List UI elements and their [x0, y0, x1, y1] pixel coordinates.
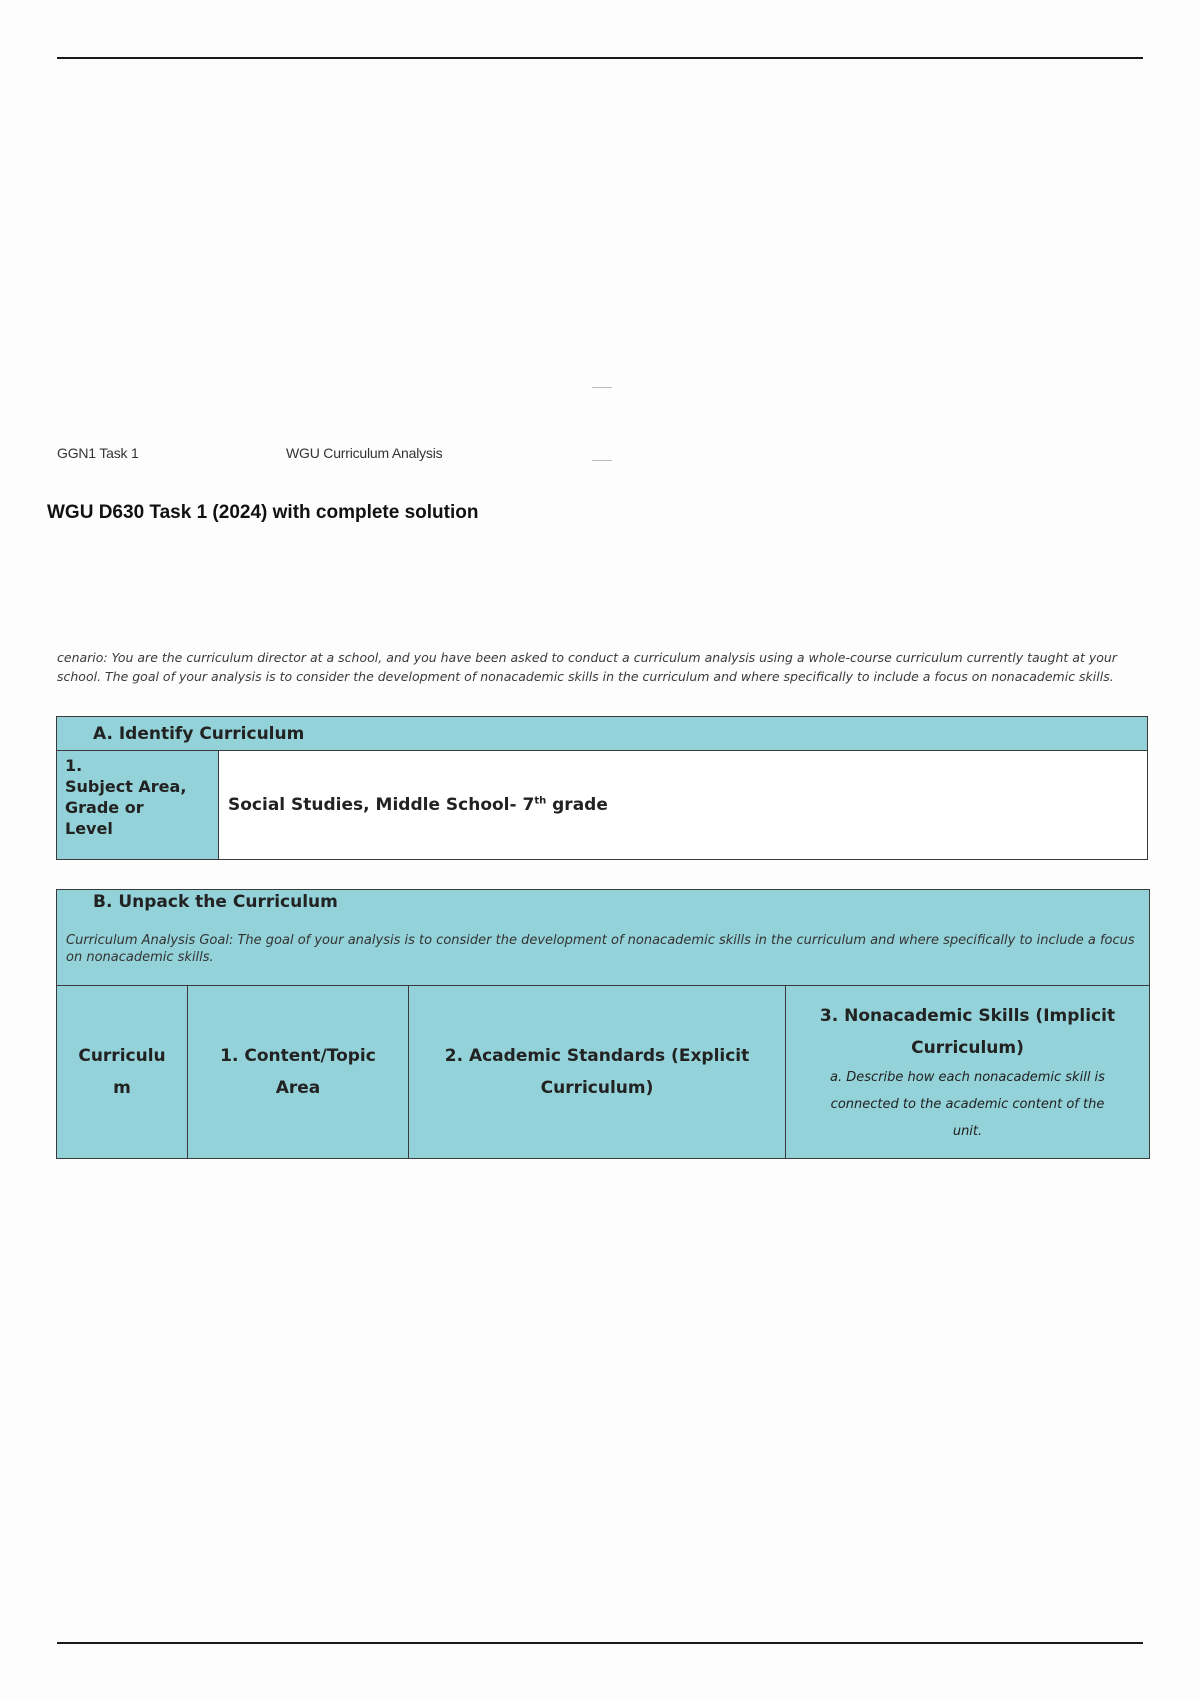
- identify-curriculum-table: [56, 716, 1148, 860]
- subject-area-label: 1. Subject Area, Grade or Level: [57, 751, 219, 860]
- document-title: WGU D630 Task 1 (2024) with complete solution: [47, 502, 479, 523]
- subject-area-value: Social Studies, Middle School- 7th grade: [219, 751, 1148, 860]
- top-rule: [57, 57, 1143, 59]
- identify-curriculum-heading: A. Identify Curriculum: [57, 717, 1148, 751]
- column-academic-standards: 2. Academic Standards (Explicit Curriculum): [409, 986, 786, 1159]
- column-content-topic: 1. Content/Topic Area: [188, 986, 409, 1159]
- nonacademic-skills-title: 3. Nonacademic Skills (Implicit Curriculum): [819, 1005, 1116, 1058]
- header-task-label: GGN1 Task 1: [57, 445, 139, 461]
- bottom-rule: [57, 1642, 1143, 1644]
- unpack-curriculum-heading: B. Unpack the Curriculum: [93, 892, 338, 912]
- unpack-curriculum-header-cell: [57, 890, 1150, 986]
- unpack-curriculum-table: [56, 889, 1150, 1159]
- nonacademic-skills-description: a. Describe how each nonacademic skill is connected to the academic content of the unit.: [830, 1069, 1105, 1139]
- scenario-text: cenario: You are the curriculum director at a school, and you have been asked to conduct a curriculum analysis using a whole-course curriculum currently taught at your school. The goal of your analysis is to consider the development of nonacademic skills in the curriculum and where specifically to include a focus on nonacademic skills.: [57, 650, 1117, 684]
- column-curriculum: Curriculu m: [57, 986, 188, 1159]
- header-doc-label: WGU Curriculum Analysis: [286, 445, 443, 461]
- page-tick: [592, 387, 612, 388]
- analysis-goal-text: Curriculum Analysis Goal: The goal of your analysis is to consider the development of nonacademic skills in the curriculum and where specifically to include a focus on nonacademic skills.: [66, 933, 1135, 965]
- column-nonacademic-skills: [786, 986, 1150, 1159]
- page-tick: [592, 460, 612, 461]
